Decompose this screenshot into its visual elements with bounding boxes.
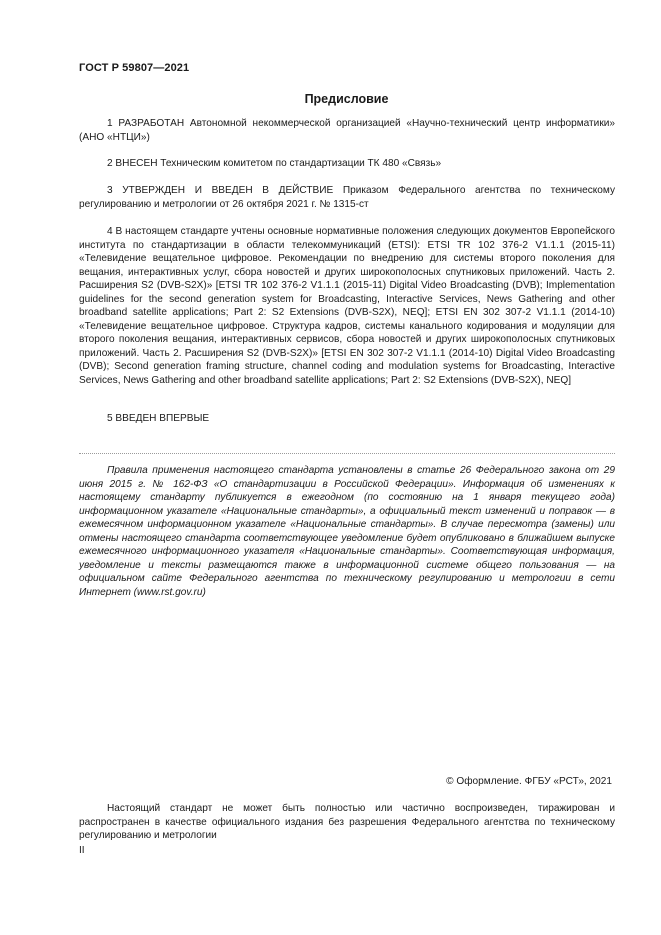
document-code: ГОСТ Р 59807—2021: [79, 62, 190, 74]
foreword-item-3: [79, 184, 615, 211]
page-number: II: [79, 845, 85, 856]
foreword-item-4: [79, 225, 615, 387]
foreword-item-5-text: 5 ВВЕДЕН ВПЕРВЫЕ: [107, 413, 210, 424]
foreword-item-5: [79, 412, 615, 426]
foreword-item-3-text: 3 УТВЕРЖДЕН И ВВЕДЕН В ДЕЙСТВИЕ Приказом Федерального агентства по техническому регулированию и метрологии от 26 октября 2021 г. № 1315-ст: [79, 185, 615, 210]
foreword-item-2: [79, 157, 615, 171]
foreword-item-2-text: 2 ВНЕСЕН Техническим комитетом по стандартизации ТК 480 «Связь»: [107, 158, 442, 169]
notice-text: Правила применения настоящего стандарта установлены в статье 26 Федерального закона от 29 июня 2015 г. № 162-ФЗ «О стандартизации в Российской Федерации». Информация об изменениях к настоящему стандарту публикуется в ежегодном (по состоянию на 1 января текущего года) информационном указателе «Национальные стандарты», а официальный текст изменений и поправок — в ежемесячном информационном указателе «Национальные стандарты». В случае пересмотра (замены) или отмены настоящего стандарта соответствующее уведомление будет опубликовано в ближайшем выпуске ежемесячного информационного указателя «Национальные стандарты». Соответствующая информация, уведомление и тексты размещаются также в информационной системе общего пользования — на официальном сайте Федерального агентства по техническому регулированию и метрологии в сети Интернет (www.rst.gov.ru): [79, 465, 615, 598]
foreword-item-4-text: 4 В настоящем стандарте учтены основные нормативные положения следующих документов Европейского института по стандартизации в области телекоммуникаций (ETSI): ETSI TR 102 376-2 V1.1.1 (2015-11) «Телевидение вещательное цифровое. Рекомендации по внедрению для системы второго поколения для вещания, интерактивных услуг, сбора новостей и других широкополосных спутниковых приложений. Часть 2. Расширения S2 (DVB-S2X)» [ETSI TR 102 376-2 V1.1.1 (2015-11) Digital Video Broadcasting (DVB); Implementation guidelines for the second generation system for Broadcasting, Interactive Services, News Gathering and other broadband satellite applications; Part 2: S2 Extensions (DVB-S2X), NEQ]; ETSI EN 302 307-2 V1.1.1 (2014-10) «Телевидение вещательное цифровое. Структура кадров, системы канального кодирования и модуляции для второго поколения вещания, интерактивных сервисов, сбора новостей и других широкополосных спутниковых приложений. Часть 2. Расширения S2 (DVB-S2X)» [ETSI EN 302 307-2 V1.1.1 (2014-10) Digital Video Broadcasting (DVB); Second generation framing structure, channel coding and modulation systems for Broadcasting, Interactive Services, News Gathering and other broadband satellite applications; Part 2: S2 Extensions (DVB-S2X), NEQ]: [79, 226, 615, 386]
foreword-item-1-text: 1 РАЗРАБОТАН Автономной некоммерческой организацией «Научно-технический центр информатики» (АНО «НТЦИ»): [79, 118, 615, 143]
foreword-item-1: [79, 117, 615, 144]
separator-line: [79, 453, 615, 454]
application-rules-notice: [79, 464, 615, 599]
reproduction-notice: [79, 802, 615, 843]
copyright-line: © Оформление. ФГБУ «РСТ», 2021: [446, 776, 612, 787]
section-title: Предисловие: [304, 92, 389, 106]
reproduction-text: Настоящий стандарт не может быть полностью или частично воспроизведен, тиражирован и распространен в качестве официального издания без разрешения Федерального агентства по техническому регулированию и метрологии: [79, 803, 615, 841]
